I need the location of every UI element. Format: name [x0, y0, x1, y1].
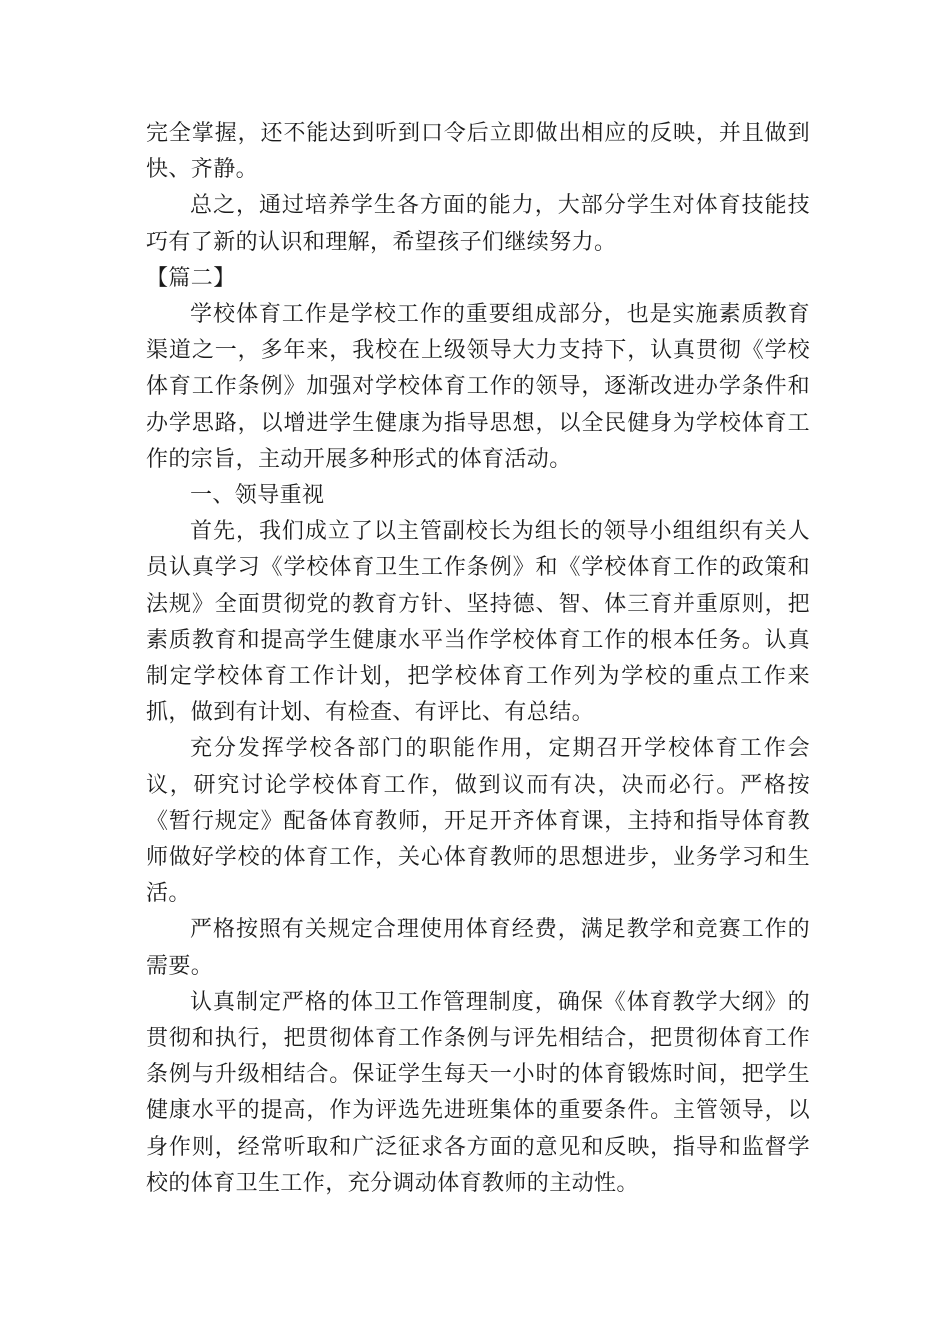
- section-heading-part-two: 【篇二】: [146, 265, 236, 291]
- subsection-heading-leadership: 一、领导重视: [190, 483, 325, 509]
- paragraph-summary: 总之，通过培养学生各方面的能力，大部分学生对体育技能技巧有了新的认识和理解，希望孩子们继续努力。: [146, 193, 810, 255]
- paragraph-funding: 严格按照有关规定合理使用体育经费，满足教学和竞赛工作的需要。: [146, 917, 810, 979]
- paragraph-intro: 学校体育工作是学校工作的重要组成部分，也是实施素质教育渠道之一，多年来，我校在上级领导大力支持下，认真贯彻《学校体育工作条例》加强对学校体育工作的领导，逐渐改进办学条件和办学思路，以增进学生健康为指导思想，以全民健身为学校体育工作的宗旨，主动开展多种形式的体育活动。: [146, 302, 810, 472]
- paragraph-leadership-group: 首先，我们成立了以主管副校长为组长的领导小组组织有关人员认真学习《学校体育卫生工作条例》和《学校体育工作的政策和法规》全面贯彻党的教育方针、坚持德、智、体三育并重原则，把素质教育和提高学生健康水平当作学校体育工作的根本任务。认真制定学校体育工作计划，把学校体育工作列为学校的重点工作来抓，做到有计划、有检查、有评比、有总结。: [146, 519, 810, 726]
- paragraph-management-system: 认真制定严格的体卫工作管理制度，确保《体育教学大纲》的贯彻和执行，把贯彻体育工作条例与评先相结合，把贯彻体育工作条例与升级相结合。保证学生每天一小时的体育锻炼时间，把学生健康水平的提高，作为评选先进班集体的重要条件。主管领导，以身作则，经常听取和广泛征求各方面的意见和反映，指导和监督学校的体育卫生工作，充分调动体育教师的主动性。: [146, 989, 810, 1196]
- paragraph-continuation: 完全掌握，还不能达到听到口令后立即做出相应的反映，并且做到快、齐静。: [146, 121, 810, 183]
- paragraph-department-roles: 充分发挥学校各部门的职能作用，定期召开学校体育工作会议，研究讨论学校体育工作，做到议而有决，决而必行。严格按《暂行规定》配备体育教师，开足开齐体育课，主持和指导体育教师做好学校的体育工作，关心体育教师的思想进步，业务学习和生活。: [146, 736, 810, 907]
- document-body: [146, 116, 810, 1202]
